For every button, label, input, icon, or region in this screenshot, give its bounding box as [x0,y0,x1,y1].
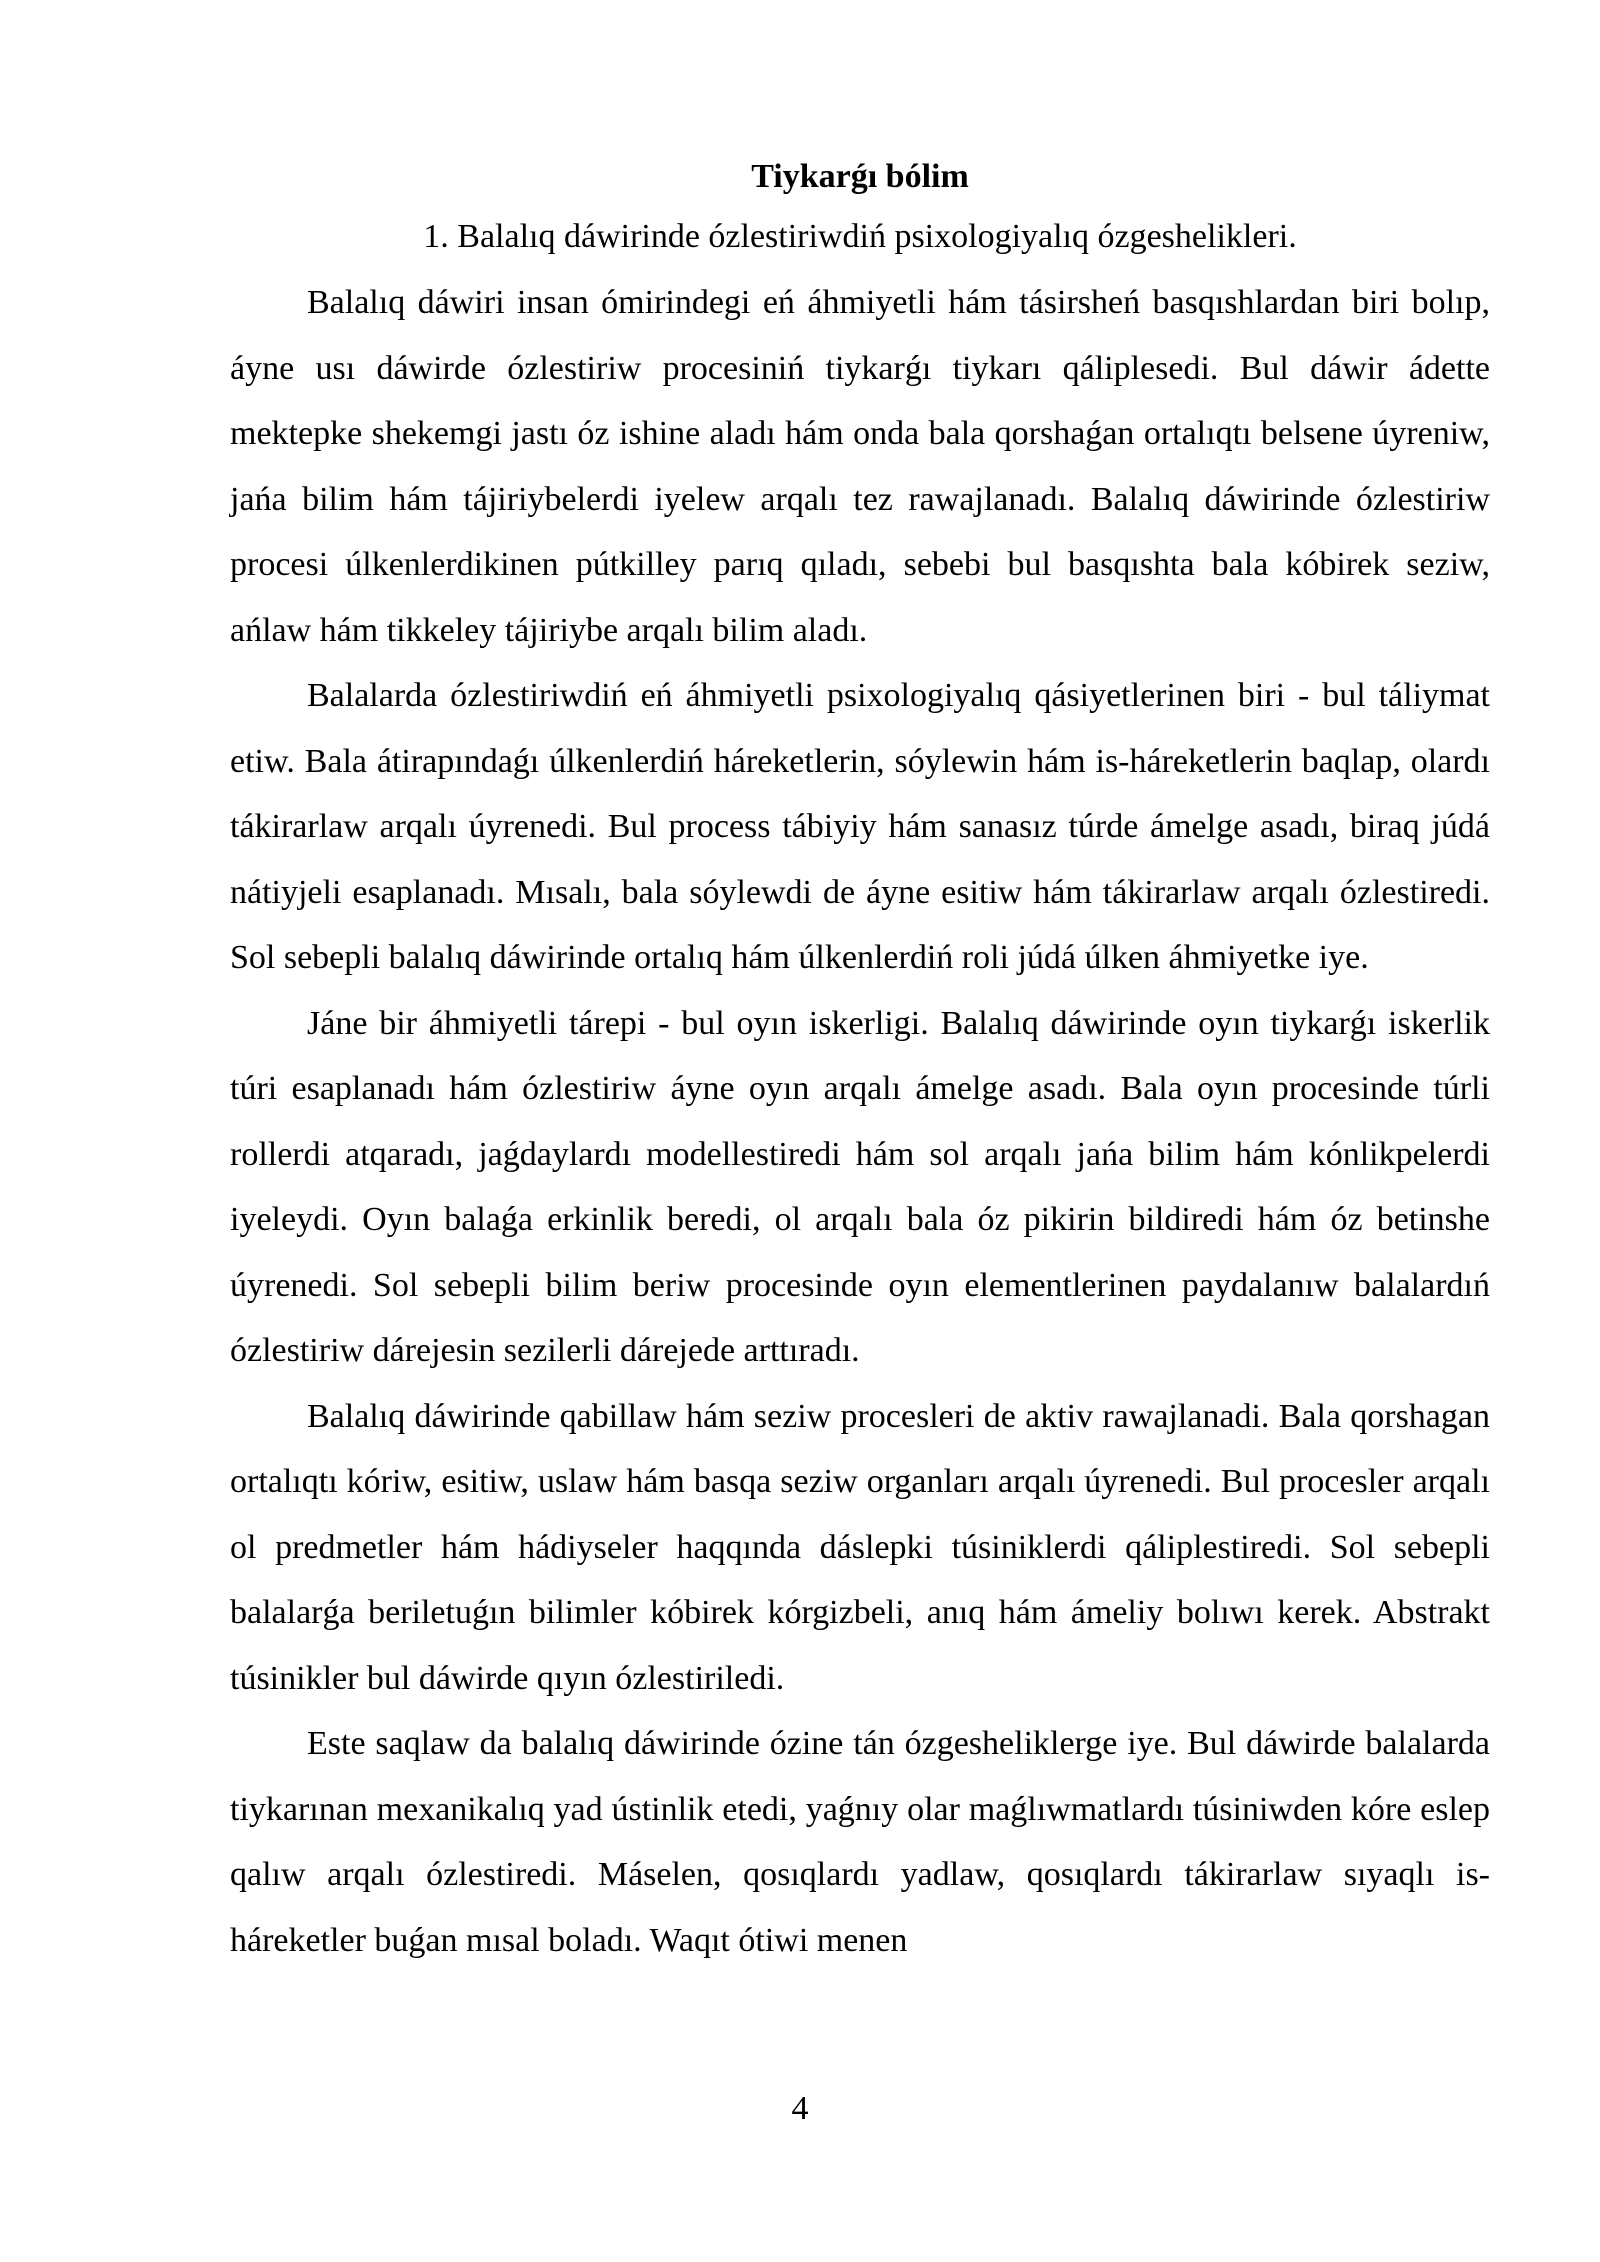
paragraph-play-activity: Jáne bir áhmiyetli tárepi - bul oyın iskerligi. Balalıq dáwirinde oyın tiykarǵı iskerlik túri esaplanadı hám ózlestiriw áyne oyın arqalı ámelge asadı. Bala oyın procesinde túrli rollerdi atqaradı, jaǵdaylardı modellestiredi hám sol arqalı jańa bilim hám kónlikpelerdi iyeleydi. Oyın balaǵa erkinlik beredi, ol arqalı bala óz pikirin bildiredi hám óz betinshe úyrenedi. Sol sebepli bilim beriw procesinde oyın elementlerinen paydalanıw balalardıń ózlestiriw dárejesin sezilerli dárejede arttıradı. [230,1004,1490,1369]
page-number: 4 [791,2090,809,2127]
paragraph-childhood-period: Balalıq dáwiri insan ómirindegi eń áhmiyetli hám tásirsheń basqıshlardan biri bolıp, áyne usı dáwirde ózlestiriw procesiniń tiykarǵı tiykarı qáliplesedi. Bul dáwir ádette mektepke shekemgi jastı óz ishine aladı hám onda bala qorshaǵan ortalıqtı belsene úyreniw, jańa bilim hám tájiriybelerdi iyelew arqalı tez rawajlanadı. Balalıq dáwirinde ózlestiriw procesi úlkenlerdikinen pútkilley parıq qıladı, sebebi bul basqıshta bala kóbirek seziw, ańlaw hám tikkeley tájiriybe arqalı bilim aladı. [230,284,1490,649]
page-body [230,150,1490,1973]
section-heading: 1. Balalıq dáwirinde ózlestiriwdiń psixologiyalıq ózgeshelikleri. [423,218,1297,255]
chapter-heading: Tiykarǵı bólim [751,158,969,195]
paragraph-memory: Este saqlaw da balalıq dáwirinde ózine tán ózgesheliklerge iye. Bul dáwirde balalarda tiykarınan mexanikalıq yad ústinlik etedi, yaǵnıy olar maǵlıwmatlardı túsiniwden kóre eslep qalıw arqalı ózlestiredi. Máselen, qosıqlardı yadlaw, qosıqlardı tákirarlaw sıyaqlı is-háreketler buǵan mısal boladı. Waqıt ótiwi menen [230,1725,1490,1959]
paragraph-imitation: Balalarda ózlestiriwdiń eń áhmiyetli psixologiyalıq qásiyetlerinen biri - bul táliymat etiw. Bala átirapındaǵı úlkenlerdiń háreketlerin, sóylewin hám is-háreketlerin baqlap, olardı tákirarlaw arqalı úyrenedi. Bul process tábiyiy hám sanasız túrde ámelge asadı, biraq júdá nátiyjeli esaplanadı. Mısalı, bala sóylewdi de áyne esitiw hám tákirarlaw arqalı ózlestiredi. Sol sebepli balalıq dáwirinde ortalıq hám úlkenlerdiń roli júdá úlken áhmiyetke iye. [230,677,1490,976]
paragraph-perception: Balalıq dáwirinde qabillaw hám seziw procesleri de aktiv rawajlanadi. Bala qorshagan ortalıqtı kóriw, esitiw, uslaw hám basqa seziw organları arqalı úyrenedi. Bul procesler arqalı ol predmetler hám hádiyseler haqqında dáslepki túsiniklerdi qáliplestiredi. Sol sebepli balalarǵa beriletuǵın bilimler kóbirek kórgizbeli, anıq hám ámeliy bolıwı kerek. Abstrakt túsinikler bul dáwirde qıyın ózlestiriledi. [230,1397,1490,1697]
